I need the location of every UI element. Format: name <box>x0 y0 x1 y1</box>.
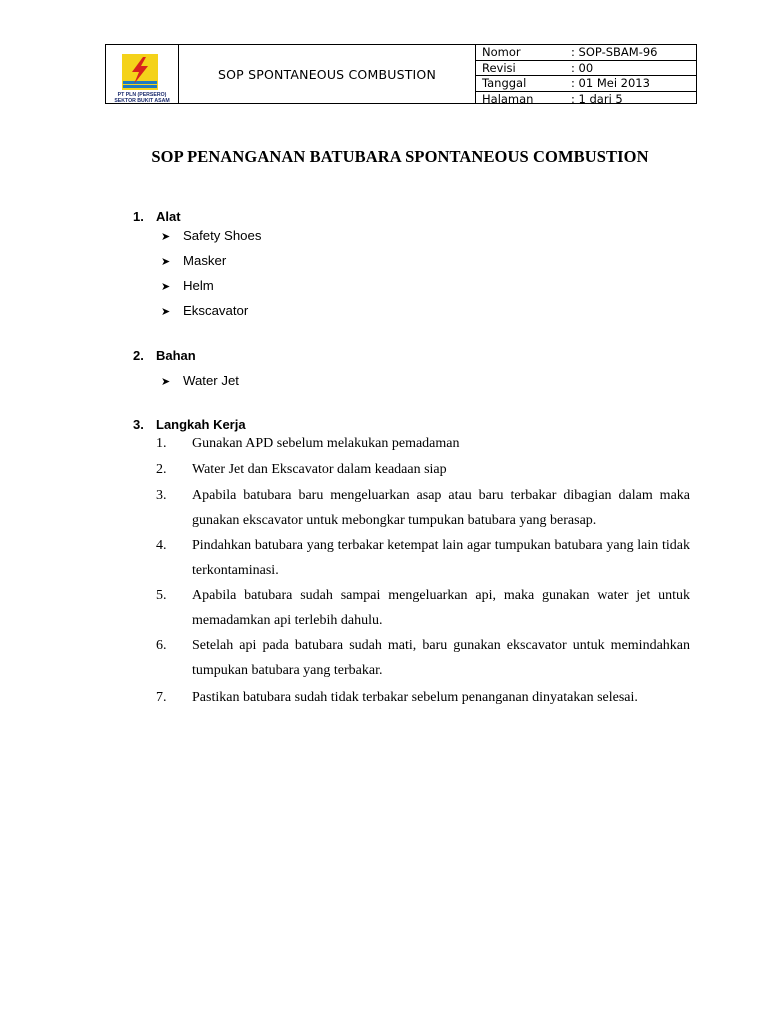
step-item: 2. Water Jet dan Ekscavator dalam keadaan siap <box>156 462 447 477</box>
pln-logo-icon <box>120 52 160 92</box>
list-item: ➤ Safety Shoes <box>161 228 262 243</box>
arrow-bullet-icon: ➤ <box>161 306 171 318</box>
meta-row-halaman: Halaman : 1 dari 5 <box>482 91 623 106</box>
step-item: 4. Pindahkan batubara yang terbakar ketempat lain agar tumpukan batubara yang lain tidak terkontaminasi. <box>156 538 690 578</box>
document-title: SOP PENANGANAN BATUBARA SPONTANEOUS COMBUSTION <box>151 147 649 166</box>
arrow-bullet-icon: ➤ <box>161 256 171 268</box>
logo-cell <box>106 45 179 103</box>
list-item: ➤ Ekscavator <box>161 303 249 318</box>
list-item: ➤ Masker <box>161 253 227 268</box>
meta-row-tanggal: Tanggal : 01 Mei 2013 <box>476 76 696 92</box>
arrow-bullet-icon: ➤ <box>161 376 171 388</box>
list-item: ➤ Helm <box>161 278 214 293</box>
list-item: ➤ Water Jet <box>161 373 239 388</box>
meta-row-revisi: Revisi : 00 <box>476 61 696 77</box>
meta-row-nomor: Nomor : SOP-SBAM-96 <box>476 45 696 61</box>
section-heading-langkah-kerja: 3. Langkah Kerja <box>133 417 246 432</box>
header-meta <box>476 45 696 106</box>
company-name: PT PLN (PERSERO) SEKTOR BUKIT ASAM <box>114 92 170 104</box>
step-item: 5. Apabila batubara sudah sampai mengeluarkan api, maka gunakan water jet untuk memadamkan api terlebih dahulu. <box>156 588 690 628</box>
step-item: 3. Apabila batubara baru mengeluarkan asap atau baru terbakar dibagian dalam maka gunakan ekscavator untuk mebongkar tumpukan batubara yang berasap. <box>156 488 690 528</box>
step-item: 7. Pastikan batubara sudah tidak terbakar sebelum penanganan dinyatakan selesai. <box>156 690 638 705</box>
section-heading-bahan: 2. Bahan <box>133 348 196 363</box>
step-item: 1. Gunakan APD sebelum melakukan pemadaman <box>156 436 460 451</box>
header-title: SOP SPONTANEOUS COMBUSTION <box>179 45 476 103</box>
arrow-bullet-icon: ➤ <box>161 281 171 293</box>
step-item: 6. Setelah api pada batubara sudah mati, baru gunakan ekscavator untuk memindahkan tumpukan batubara yang terbakar. <box>156 638 690 678</box>
document-header <box>105 44 697 104</box>
section-heading-alat: 1. Alat <box>133 209 181 224</box>
arrow-bullet-icon: ➤ <box>161 231 171 243</box>
